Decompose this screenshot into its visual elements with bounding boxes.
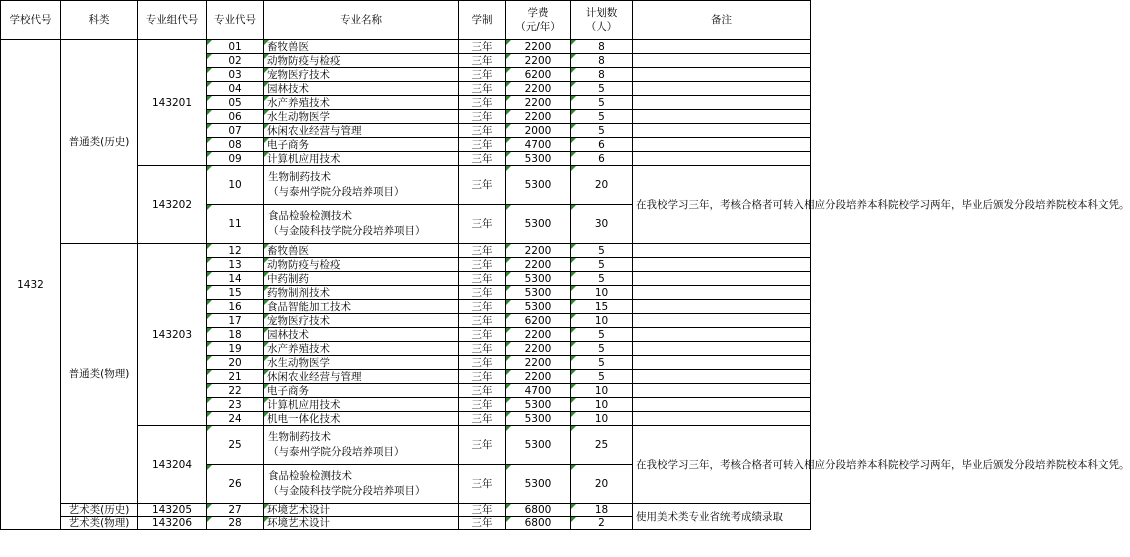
tuition-cell: 2200 (506, 258, 571, 272)
header-category: 科类 (61, 1, 138, 40)
duration-cell: 三年 (459, 342, 506, 356)
header-major-code: 专业代号 (207, 1, 264, 40)
plan-count-cell: 5 (571, 82, 633, 96)
header-plan (571, 1, 633, 40)
header-group-code: 专业组代号 (138, 1, 207, 40)
major-code-cell: 25 (207, 426, 264, 465)
plan-count-cell: 6 (571, 152, 633, 166)
tuition-cell: 2200 (506, 328, 571, 342)
remark-cell (633, 244, 811, 258)
group-code-cell: 143205 (138, 504, 207, 517)
major-name-cell: 食品智能加工技术 (264, 300, 459, 314)
major-code-cell: 28 (207, 517, 264, 530)
duration-cell: 三年 (459, 286, 506, 300)
duration-cell: 三年 (459, 384, 506, 398)
remark-cell (633, 40, 811, 54)
plan-count-cell: 10 (571, 384, 633, 398)
tuition-cell: 2200 (506, 356, 571, 370)
category-cell: 艺术类(物理) (61, 517, 138, 530)
major-code-cell: 20 (207, 356, 264, 370)
remark-cell (633, 286, 811, 300)
remark-cell (633, 314, 811, 328)
tuition-cell: 5300 (506, 166, 571, 205)
major-name-cell: 宠物医疗技术 (264, 68, 459, 82)
duration-cell: 三年 (459, 314, 506, 328)
plan-count-cell: 18 (571, 504, 633, 517)
school-code-cell: 1432 (1, 40, 61, 530)
remark-cell (633, 300, 811, 314)
plan-count-cell: 5 (571, 110, 633, 124)
plan-count-cell: 10 (571, 398, 633, 412)
tuition-cell: 6200 (506, 314, 571, 328)
table-row (1, 504, 811, 517)
tuition-cell: 2200 (506, 342, 571, 356)
major-code-cell: 12 (207, 244, 264, 258)
tuition-cell: 5300 (506, 205, 571, 244)
major-name-cell (264, 465, 459, 504)
major-name-cell: 园林技术 (264, 328, 459, 342)
major-name-cell: 水生动物医学 (264, 356, 459, 370)
tuition-cell: 5300 (506, 412, 571, 426)
duration-cell: 三年 (459, 272, 506, 286)
major-name-cell: 计算机应用技术 (264, 398, 459, 412)
tuition-cell: 2200 (506, 370, 571, 384)
remark-cell (633, 96, 811, 110)
header-row (1, 1, 811, 40)
plan-count-cell: 5 (571, 244, 633, 258)
tuition-cell: 4700 (506, 384, 571, 398)
major-code-cell: 22 (207, 384, 264, 398)
remark-cell (633, 124, 811, 138)
duration-cell: 三年 (459, 300, 506, 314)
header-plan-line1: 计划数 (585, 7, 618, 19)
major-name-cell: 机电一体化技术 (264, 412, 459, 426)
major-name-cell: 动物防疫与检疫 (264, 54, 459, 68)
duration-cell: 三年 (459, 517, 506, 530)
group-code-cell: 143206 (138, 517, 207, 530)
group-code-cell: 143203 (138, 244, 207, 426)
remark-cell (633, 54, 811, 68)
tuition-cell: 2200 (506, 244, 571, 258)
table-row (1, 244, 811, 258)
major-name-line2: （与金陵科技学院分段培养项目） (268, 225, 426, 237)
major-code-cell: 03 (207, 68, 264, 82)
category-cell: 艺术类(历史) (61, 504, 138, 517)
major-code-cell: 04 (207, 82, 264, 96)
major-name-cell: 环境艺术设计 (264, 517, 459, 530)
plan-count-cell: 8 (571, 54, 633, 68)
major-code-cell: 23 (207, 398, 264, 412)
major-code-cell: 27 (207, 504, 264, 517)
tuition-cell: 5300 (506, 300, 571, 314)
major-name-cell: 休闲农业经营与管理 (264, 124, 459, 138)
major-code-cell: 16 (207, 300, 264, 314)
plan-count-cell: 25 (571, 426, 633, 465)
duration-cell: 三年 (459, 398, 506, 412)
plan-count-cell: 30 (571, 205, 633, 244)
major-code-cell: 08 (207, 138, 264, 152)
major-code-cell: 10 (207, 166, 264, 205)
tuition-cell: 5300 (506, 398, 571, 412)
duration-cell: 三年 (459, 166, 506, 205)
remark-cell (633, 68, 811, 82)
plan-count-cell: 5 (571, 342, 633, 356)
duration-cell: 三年 (459, 426, 506, 465)
major-name-cell (264, 166, 459, 205)
tuition-cell: 6800 (506, 517, 571, 530)
major-name-line1: 食品检验检测技术 (268, 470, 352, 482)
duration-cell: 三年 (459, 152, 506, 166)
duration-cell: 三年 (459, 370, 506, 384)
major-name-cell: 环境艺术设计 (264, 504, 459, 517)
duration-cell: 三年 (459, 96, 506, 110)
table-row (1, 40, 811, 54)
remark-cell (633, 138, 811, 152)
remark-cell (633, 272, 811, 286)
plan-count-cell: 10 (571, 314, 633, 328)
duration-cell: 三年 (459, 124, 506, 138)
major-name-line2: （与泰州学院分段培养项目） (268, 186, 405, 198)
major-code-cell: 11 (207, 205, 264, 244)
plan-count-cell: 5 (571, 272, 633, 286)
major-code-cell: 01 (207, 40, 264, 54)
plan-count-cell: 5 (571, 370, 633, 384)
major-name-cell: 休闲农业经营与管理 (264, 370, 459, 384)
major-name-cell: 计算机应用技术 (264, 152, 459, 166)
header-tuition-line1: 学费 (527, 7, 549, 19)
major-name-line2: （与金陵科技学院分段培养项目） (268, 485, 426, 497)
group-code-cell: 143202 (138, 166, 207, 244)
duration-cell: 三年 (459, 258, 506, 272)
group-code-cell: 143204 (138, 426, 207, 504)
plan-count-cell: 5 (571, 258, 633, 272)
major-name-cell: 电子商务 (264, 384, 459, 398)
remark-cell (633, 384, 811, 398)
plan-count-cell: 8 (571, 40, 633, 54)
duration-cell: 三年 (459, 328, 506, 342)
plan-count-cell: 5 (571, 356, 633, 370)
plan-count-cell: 5 (571, 96, 633, 110)
header-major-name: 专业名称 (264, 1, 459, 40)
tuition-cell: 6800 (506, 504, 571, 517)
major-code-cell: 17 (207, 314, 264, 328)
remark-cell (633, 356, 811, 370)
major-name-cell: 水产养殖技术 (264, 96, 459, 110)
tuition-cell: 2200 (506, 54, 571, 68)
group-code-cell: 143201 (138, 40, 207, 166)
major-code-cell: 07 (207, 124, 264, 138)
major-code-cell: 18 (207, 328, 264, 342)
major-code-cell: 24 (207, 412, 264, 426)
duration-cell: 三年 (459, 244, 506, 258)
duration-cell: 三年 (459, 68, 506, 82)
plan-count-cell: 20 (571, 465, 633, 504)
major-name-cell (264, 205, 459, 244)
duration-cell: 三年 (459, 138, 506, 152)
major-name-line1: 食品检验检测技术 (268, 210, 352, 222)
plan-count-cell: 5 (571, 328, 633, 342)
major-code-cell: 06 (207, 110, 264, 124)
duration-cell: 三年 (459, 82, 506, 96)
remark-cell (633, 152, 811, 166)
plan-count-cell: 2 (571, 517, 633, 530)
major-name-cell: 园林技术 (264, 82, 459, 96)
major-name-cell: 药物制剂技术 (264, 286, 459, 300)
tuition-cell: 5300 (506, 152, 571, 166)
major-name-cell: 宠物医疗技术 (264, 314, 459, 328)
major-code-cell: 02 (207, 54, 264, 68)
remark-cell (633, 328, 811, 342)
major-name-cell: 中药制药 (264, 272, 459, 286)
tuition-cell: 5300 (506, 272, 571, 286)
major-name-line1: 生物制药技术 (268, 171, 331, 183)
major-name-cell: 畜牧兽医 (264, 244, 459, 258)
major-code-cell: 26 (207, 465, 264, 504)
remark-cell (633, 110, 811, 124)
plan-count-cell: 10 (571, 286, 633, 300)
major-code-cell: 19 (207, 342, 264, 356)
remark-cell (633, 258, 811, 272)
header-school-code: 学校代号 (1, 1, 61, 40)
plan-count-cell: 5 (571, 124, 633, 138)
plan-count-cell: 8 (571, 68, 633, 82)
header-remark: 备注 (633, 1, 811, 40)
header-tuition-line2: （元/年） (515, 21, 561, 33)
duration-cell: 三年 (459, 412, 506, 426)
major-code-cell: 15 (207, 286, 264, 300)
remark-cell: 使用美术类专业省统考成绩录取 (633, 504, 811, 530)
tuition-cell: 2200 (506, 82, 571, 96)
tuition-cell: 5300 (506, 465, 571, 504)
major-name-cell: 水生动物医学 (264, 110, 459, 124)
major-name-cell (264, 426, 459, 465)
major-name-line1: 生物制药技术 (268, 431, 331, 443)
major-code-cell: 21 (207, 370, 264, 384)
remark-cell (633, 412, 811, 426)
tuition-cell: 6200 (506, 68, 571, 82)
major-code-cell: 09 (207, 152, 264, 166)
major-code-cell: 05 (207, 96, 264, 110)
remark-cell: 在我校学习三年，考核合格者可转入相应分段培养本科院校学习两年，毕业后颁发分段培养院校本科文凭。 (633, 426, 811, 504)
major-name-line2: （与泰州学院分段培养项目） (268, 446, 405, 458)
duration-cell: 三年 (459, 504, 506, 517)
major-name-cell: 畜牧兽医 (264, 40, 459, 54)
duration-cell: 三年 (459, 205, 506, 244)
category-cell: 普通类(历史) (61, 40, 138, 244)
duration-cell: 三年 (459, 54, 506, 68)
tuition-cell: 4700 (506, 138, 571, 152)
tuition-cell: 2200 (506, 110, 571, 124)
plan-count-cell: 15 (571, 300, 633, 314)
major-name-cell: 水产养殖技术 (264, 342, 459, 356)
category-cell: 普通类(物理) (61, 244, 138, 504)
remark-cell: 在我校学习三年，考核合格者可转入相应分段培养本科院校学习两年，毕业后颁发分段培养院校本科文凭。 (633, 166, 811, 244)
remark-cell (633, 342, 811, 356)
major-code-cell: 14 (207, 272, 264, 286)
header-duration: 学制 (459, 1, 506, 40)
remark-cell (633, 398, 811, 412)
header-tuition (506, 1, 571, 40)
plan-count-cell: 6 (571, 138, 633, 152)
remark-cell (633, 370, 811, 384)
duration-cell: 三年 (459, 110, 506, 124)
major-name-cell: 电子商务 (264, 138, 459, 152)
tuition-cell: 2200 (506, 96, 571, 110)
major-code-cell: 13 (207, 258, 264, 272)
remark-cell (633, 82, 811, 96)
tuition-cell: 5300 (506, 286, 571, 300)
tuition-cell: 5300 (506, 426, 571, 465)
duration-cell: 三年 (459, 40, 506, 54)
plan-count-cell: 10 (571, 412, 633, 426)
tuition-cell: 2200 (506, 40, 571, 54)
header-plan-line2: （人） (585, 21, 618, 33)
duration-cell: 三年 (459, 356, 506, 370)
plan-count-cell: 20 (571, 166, 633, 205)
major-name-cell: 动物防疫与检疫 (264, 258, 459, 272)
tuition-cell: 2000 (506, 124, 571, 138)
duration-cell: 三年 (459, 465, 506, 504)
